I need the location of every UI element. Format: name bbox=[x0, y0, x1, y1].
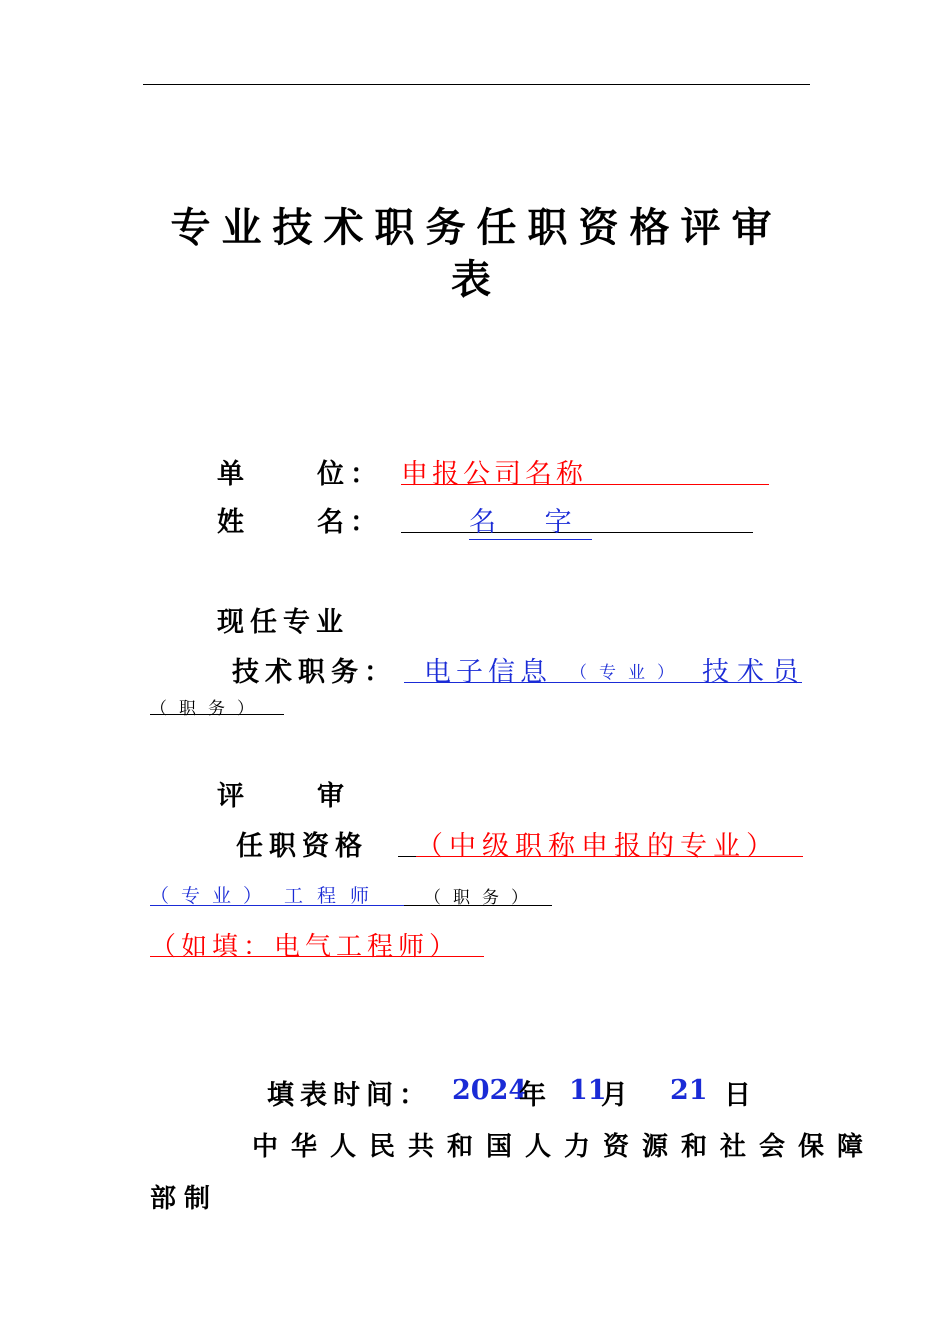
review-title-field bbox=[150, 881, 404, 906]
issuer-line1: 中华人民共和国人力资源和社会保障 bbox=[252, 1132, 877, 1162]
name-label-char1: 姓 bbox=[217, 507, 250, 538]
date-day: 21 bbox=[670, 1075, 708, 1106]
date-year: 2024 bbox=[452, 1075, 528, 1106]
current-field bbox=[404, 650, 807, 688]
review-field bbox=[416, 824, 803, 862]
date-month: 11 bbox=[569, 1075, 607, 1106]
date-month-unit: 月 bbox=[601, 1080, 634, 1111]
name-label-char2: 名： bbox=[317, 507, 383, 538]
name-field bbox=[401, 500, 753, 538]
review-leading-blank bbox=[398, 824, 416, 857]
review-label-char1: 评 bbox=[217, 781, 250, 812]
current-position-note: （职务） bbox=[150, 699, 266, 719]
date-year-unit: 年 bbox=[519, 1080, 552, 1111]
unit-label-char1: 单 bbox=[217, 459, 250, 490]
fill-date bbox=[267, 1073, 757, 1112]
current-label-line1: 现任专业 bbox=[217, 607, 349, 638]
unit-field bbox=[401, 452, 769, 490]
form-title-continued: 表 bbox=[451, 256, 502, 303]
review-position-note: （职务） bbox=[424, 888, 540, 908]
review-example: （如填：电气工程师） bbox=[150, 932, 461, 962]
date-label: 填表时间： bbox=[267, 1080, 432, 1111]
form-title: 专业技术职务任职资格评审 bbox=[170, 204, 783, 251]
review-value: （中级职称申报的专业） bbox=[416, 831, 779, 862]
issuer-line2: 部制 bbox=[150, 1184, 219, 1214]
review-label-line2: 任职资格 bbox=[236, 831, 368, 862]
current-position-note-field bbox=[150, 694, 284, 719]
unit-value: 申报公司名称 bbox=[401, 459, 587, 490]
review-example-field bbox=[150, 926, 484, 962]
unit-label-char2: 位： bbox=[317, 459, 383, 490]
header-rule bbox=[143, 84, 810, 85]
review-label-char2: 审 bbox=[317, 781, 350, 812]
current-field-note: （专业） bbox=[570, 663, 686, 683]
review-title-value: 工程师 bbox=[284, 885, 384, 907]
current-label-line2: 技术职务： bbox=[232, 657, 397, 688]
review-position-note-field bbox=[404, 881, 552, 906]
name-value: 名 字 bbox=[469, 500, 592, 540]
review-field-note: （专业） bbox=[150, 885, 275, 907]
current-position-value: 技术员 bbox=[702, 657, 807, 688]
current-field-value: 电子信息 bbox=[424, 657, 552, 688]
date-day-unit: 日 bbox=[724, 1080, 757, 1111]
